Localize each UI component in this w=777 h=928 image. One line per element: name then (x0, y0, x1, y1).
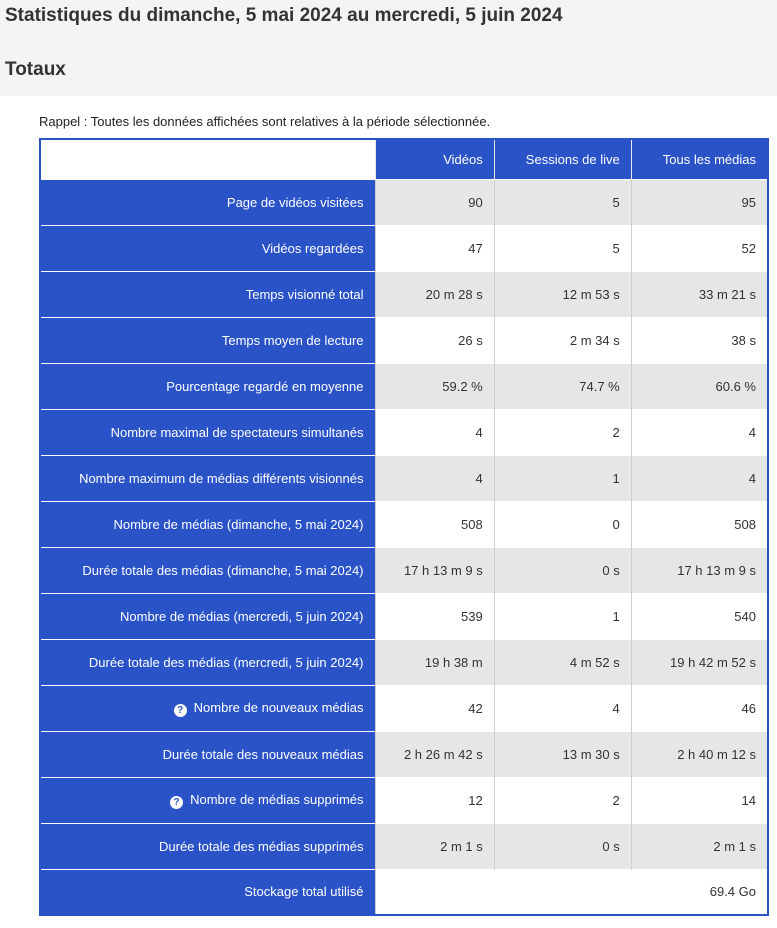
row-label (40, 777, 375, 823)
table-row (40, 363, 768, 409)
row-label-text: Durée totale des nouveaux médias (162, 746, 364, 762)
row-label-text: Page de vidéos visitées (226, 194, 364, 210)
table-cell: 508 (375, 501, 494, 547)
row-label (40, 271, 375, 317)
row-label-text: Vidéos regardées (261, 240, 364, 256)
stats-table (39, 138, 769, 916)
table-row (40, 179, 768, 225)
row-label-text: Nombre de médias (mercredi, 5 juin 2024) (120, 608, 364, 624)
table-row (40, 501, 768, 547)
table-row-storage (40, 869, 768, 915)
row-label (40, 685, 375, 731)
table-cell: 4 (631, 455, 768, 501)
section-title: Totaux (5, 59, 66, 80)
table-cell: 20 m 28 s (375, 271, 494, 317)
row-label (40, 363, 375, 409)
table-cell: 4 m 52 s (494, 639, 631, 685)
table-cell: 90 (375, 179, 494, 225)
table-cell: 4 (494, 685, 631, 731)
row-label (40, 455, 375, 501)
row-label (40, 501, 375, 547)
table-cell: 19 h 42 m 52 s (631, 639, 768, 685)
table-cell: 5 (494, 179, 631, 225)
table-cell: 1 (494, 455, 631, 501)
row-label-text: Pourcentage regardé en moyenne (166, 378, 364, 394)
row-label-text: Temps moyen de lecture (221, 332, 364, 348)
table-row (40, 777, 768, 823)
table-cell: 95 (631, 179, 768, 225)
table-cell: 508 (631, 501, 768, 547)
table-cell: 52 (631, 225, 768, 271)
row-label (40, 317, 375, 363)
row-label (40, 639, 375, 685)
row-label (40, 225, 375, 271)
row-label (40, 593, 375, 639)
table-cell: 60.6 % (631, 363, 768, 409)
table-cell: 12 (375, 777, 494, 823)
reminder-note: Rappel : Toutes les données affichées sont relatives à la période sélectionnée. (39, 114, 491, 129)
question-circle-icon[interactable]: ? (170, 796, 183, 809)
table-row (40, 593, 768, 639)
row-label-text: Durée totale des médias (mercredi, 5 juin 2024) (88, 654, 364, 670)
table-cell: 0 (494, 501, 631, 547)
table-cell: 4 (375, 455, 494, 501)
table-cell: 38 s (631, 317, 768, 363)
table-cell: 539 (375, 593, 494, 639)
table-cell: 12 m 53 s (494, 271, 631, 317)
row-label-text: Nombre maximum de médias différents visionnés (79, 470, 364, 486)
table-cell: 17 h 13 m 9 s (375, 547, 494, 593)
table-cell: 47 (375, 225, 494, 271)
table-cell: 13 m 30 s (494, 731, 631, 777)
table-cell: 59.2 % (375, 363, 494, 409)
row-label-text: Temps visionné total (245, 286, 364, 302)
table-cell: 42 (375, 685, 494, 731)
table-row (40, 685, 768, 731)
question-circle-icon[interactable]: ? (174, 704, 187, 717)
table-cell: 33 m 21 s (631, 271, 768, 317)
row-label (40, 547, 375, 593)
column-header-all-media: Tous les médias (631, 139, 768, 179)
row-label: Stockage total utilisé (40, 869, 375, 915)
table-cell: 74.7 % (494, 363, 631, 409)
table-cell: 0 s (494, 823, 631, 869)
table-row (40, 271, 768, 317)
storage-value: 69.4 Go (375, 869, 768, 915)
page-title: Statistiques du dimanche, 5 mai 2024 au mercredi, 5 juin 2024 (5, 5, 563, 26)
row-label-text: Nombre de médias supprimés (190, 791, 364, 807)
table-cell: 4 (375, 409, 494, 455)
table-cell: 2 m 34 s (494, 317, 631, 363)
row-label (40, 731, 375, 777)
table-cell: 2 h 40 m 12 s (631, 731, 768, 777)
row-label (40, 179, 375, 225)
row-label (40, 823, 375, 869)
row-label (40, 409, 375, 455)
table-row (40, 225, 768, 271)
table-cell: 19 h 38 m (375, 639, 494, 685)
page-header (0, 0, 777, 96)
table-row (40, 823, 768, 869)
table-row (40, 547, 768, 593)
table-cell: 540 (631, 593, 768, 639)
table-cell: 2 (494, 409, 631, 455)
table-row (40, 409, 768, 455)
row-label-text: Durée totale des médias supprimés (159, 838, 364, 854)
table-cell: 0 s (494, 547, 631, 593)
row-label-text: Nombre maximal de spectateurs simultanés (110, 424, 364, 440)
table-cell: 14 (631, 777, 768, 823)
table-cell: 2 h 26 m 42 s (375, 731, 494, 777)
row-label-text: Durée totale des médias (dimanche, 5 mai 2024) (82, 562, 364, 578)
column-header-videos: Vidéos (375, 139, 494, 179)
table-row (40, 455, 768, 501)
table-cell: 17 h 13 m 9 s (631, 547, 768, 593)
table-cell: 1 (494, 593, 631, 639)
table-row (40, 731, 768, 777)
table-cell: 4 (631, 409, 768, 455)
table-row (40, 317, 768, 363)
table-row (40, 639, 768, 685)
table-cell: 5 (494, 225, 631, 271)
row-label-text: Nombre de nouveaux médias (193, 699, 364, 715)
table-header-row (40, 139, 768, 179)
table-corner-cell (40, 139, 375, 179)
row-label-text: Nombre de médias (dimanche, 5 mai 2024) (113, 516, 364, 532)
table-cell: 2 m 1 s (631, 823, 768, 869)
table-cell: 2 m 1 s (375, 823, 494, 869)
column-header-live-sessions: Sessions de live (494, 139, 631, 179)
table-cell: 46 (631, 685, 768, 731)
table-cell: 2 (494, 777, 631, 823)
table-cell: 26 s (375, 317, 494, 363)
